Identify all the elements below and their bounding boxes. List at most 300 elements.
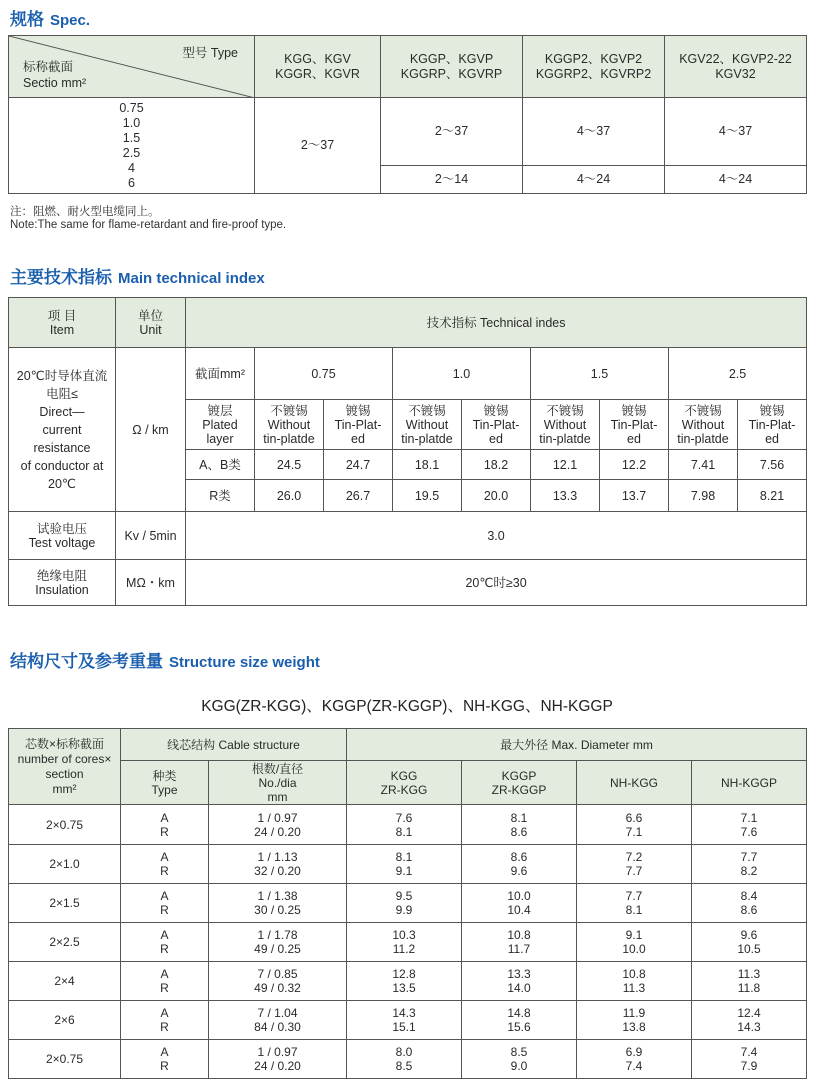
kgg-cell-value: 8.5 <box>395 1059 413 1073</box>
type-cell <box>121 962 209 1001</box>
nh-kggp-cell-value: 14.3 <box>737 1020 761 1034</box>
resistance-value: 24.7 <box>324 450 393 480</box>
nh-kggp-cell-value: 7.6 <box>740 824 758 839</box>
row-class-label: A、B类 <box>186 450 255 480</box>
insulation-cn: 绝缘电阻 <box>36 568 87 583</box>
count-cell-value: 1 / 1.13 <box>257 850 298 864</box>
kgg-cell-value: 9.9 <box>395 903 413 917</box>
spec-col-1-line1: KGG、KGV <box>284 51 351 66</box>
type-cell <box>121 923 209 962</box>
type-cell-value: A <box>160 1045 169 1059</box>
kggp-cell-value: 10.4 <box>507 903 531 917</box>
count-cell <box>209 1001 347 1040</box>
kgg-cell <box>347 884 462 923</box>
without-line: tin-platde <box>539 431 591 446</box>
tin-line: ed <box>627 431 641 446</box>
tech-header-row <box>9 298 807 348</box>
kgg-cell-value: 11.2 <box>392 942 416 956</box>
tin-line: 镀锡 <box>483 403 509 418</box>
spec-col-3-line1: KGGP2、KGVP2 <box>544 51 643 66</box>
spec-header-row <box>9 36 807 98</box>
nh-kggp-cell-value: 7.9 <box>740 1059 758 1073</box>
resistance-label-line: 20℃时导体直流 <box>16 368 108 383</box>
count-cell <box>209 805 347 845</box>
type-cell-value: R <box>160 942 169 956</box>
tin-plated-cell <box>738 400 807 450</box>
nh-kggp-cell-value: 8.6 <box>740 903 758 917</box>
table-row <box>9 1040 807 1079</box>
test-voltage-value: 3.0 <box>186 512 807 560</box>
structure-title-en: Structure size weight <box>169 654 320 671</box>
col-line: ZR-KGGP <box>491 782 547 797</box>
type-cell-value: R <box>160 864 169 878</box>
tin-plated-cell <box>324 400 393 450</box>
count-cell-value: 1 / 1.38 <box>257 889 298 903</box>
spec-cell: 2～14 <box>381 166 523 194</box>
kgg-cell-value: 8.0 <box>395 1045 413 1059</box>
kggp-header <box>462 761 577 805</box>
nh-kgg-cell-value: 7.7 <box>625 864 643 878</box>
size-cell: 2×0.75 <box>9 805 121 845</box>
without-tin-cell <box>393 400 462 450</box>
section-value: 1.0 <box>393 348 531 400</box>
nh-kggp-cell-value: 10.5 <box>737 942 761 956</box>
spec-section-value: 4 <box>128 160 135 175</box>
resistance-value: 18.2 <box>462 450 531 480</box>
spec-section-label-cn: 标称截面 <box>23 60 74 74</box>
count-cell-value: 49 / 0.32 <box>254 981 301 995</box>
type-cell-value: A <box>160 967 169 981</box>
spec-sections-cell <box>9 98 255 194</box>
kgg-cell <box>347 923 462 962</box>
resistance-value: 26.7 <box>324 480 393 512</box>
spec-cell: 4～24 <box>665 166 807 194</box>
kggp-cell <box>462 845 577 884</box>
spec-col-2-line1: KGGP、KGVP <box>409 51 494 66</box>
nh-kgg-cell <box>577 805 692 845</box>
nh-kgg-cell-value: 10.8 <box>622 967 646 981</box>
kgg-cell-value: 9.1 <box>395 864 413 878</box>
spec-note <box>10 204 286 232</box>
tech-unit-en: Unit <box>139 322 162 337</box>
resistance-value: 24.5 <box>255 450 324 480</box>
resistance-label-line: Direct— <box>39 404 85 419</box>
nh-kgg-cell <box>577 962 692 1001</box>
section-label: 截面mm² <box>186 348 255 400</box>
tin-plated-cell <box>600 400 669 450</box>
kgg-cell-value: 13.5 <box>392 981 416 995</box>
count-cell <box>209 923 347 962</box>
tin-line: Tin-Plat- <box>334 417 382 432</box>
kgg-cell-value: 14.3 <box>392 1006 416 1020</box>
without-line: Without <box>543 417 587 432</box>
insulation-label <box>9 560 116 606</box>
kggp-cell-value: 9.0 <box>510 1059 528 1073</box>
spec-col-header <box>665 36 807 98</box>
type-cell-value: R <box>160 1020 169 1034</box>
resistance-unit: Ω / km <box>116 348 186 512</box>
count-line: 根数/直径 <box>251 761 304 776</box>
nh-kgg-cell-value: 7.1 <box>625 824 643 839</box>
kgg-cell <box>347 805 462 845</box>
nh-kgg-cell <box>577 845 692 884</box>
count-cell-value: 24 / 0.20 <box>254 1059 301 1073</box>
row-class-label: R类 <box>186 480 255 512</box>
tin-line: 镀锡 <box>759 403 785 418</box>
structure-body <box>9 805 807 1079</box>
spec-section-value: 6 <box>128 175 135 190</box>
spec-title-cn: 规格 <box>10 10 44 30</box>
without-tin-cell <box>669 400 738 450</box>
test-voltage-en: Test voltage <box>28 535 96 550</box>
spec-note-cn: 注：阻燃、耐火型电缆同上。 <box>10 204 160 218</box>
kggp-cell-value: 10.8 <box>507 928 531 942</box>
tech-item-en: Item <box>49 322 75 337</box>
cores-line: number of cores× <box>17 751 112 766</box>
kgg-header <box>347 761 462 805</box>
count-line: No./dia <box>258 775 297 790</box>
tech-section-title <box>10 262 265 290</box>
count-cell <box>209 1040 347 1079</box>
nh-kgg-header: NH-KGG <box>577 761 692 805</box>
without-line: 不镀锡 <box>408 403 446 418</box>
count-cell-value: 1 / 0.97 <box>257 810 298 825</box>
tin-plated-cell <box>462 400 531 450</box>
section-value: 2.5 <box>669 348 807 400</box>
test-voltage-cn: 试验电压 <box>36 521 87 536</box>
cores-line: mm² <box>52 781 77 796</box>
without-line: Without <box>405 417 449 432</box>
kgg-cell-value: 12.8 <box>392 967 416 981</box>
spec-model-label: 型号 Type <box>182 46 238 60</box>
col-line: ZR-KGG <box>380 782 428 797</box>
nh-kgg-cell-value: 10.0 <box>622 942 646 956</box>
nh-kgg-cell-value: 6.9 <box>625 1045 643 1059</box>
structure-section-title <box>10 646 320 674</box>
kggp-cell-value: 9.6 <box>510 864 528 878</box>
nh-kggp-cell <box>692 845 807 884</box>
spec-col-header <box>523 36 665 98</box>
tech-title-cn: 主要技术指标 <box>10 268 112 288</box>
count-cell-value: 32 / 0.20 <box>254 864 301 878</box>
resistance-value: 8.21 <box>738 480 807 512</box>
kggp-cell <box>462 884 577 923</box>
insulation-en: Insulation <box>35 582 89 597</box>
tin-line: ed <box>351 431 365 446</box>
tin-line: 镀锡 <box>621 403 647 418</box>
spec-section-label <box>23 59 86 91</box>
nh-kgg-cell-value: 9.1 <box>625 928 643 942</box>
kggp-cell <box>462 1040 577 1079</box>
nh-kggp-cell-value: 7.4 <box>740 1045 758 1059</box>
kggp-cell-value: 8.6 <box>510 824 528 839</box>
spec-table <box>8 35 807 194</box>
tin-line: Tin-Plat- <box>748 417 796 432</box>
spec-section-value: 2.5 <box>122 145 141 160</box>
spec-section-value: 0.75 <box>119 100 144 115</box>
table-row <box>9 923 807 962</box>
spec-section-title <box>10 4 90 32</box>
count-cell-value: 7 / 1.04 <box>257 1006 298 1020</box>
count-cell-value: 1 / 1.78 <box>257 928 298 942</box>
nh-kggp-cell-value: 11.3 <box>737 967 761 981</box>
without-line: 不镀锡 <box>684 403 722 418</box>
resistance-label-line: of conductor at <box>20 458 104 473</box>
resistance-value: 12.2 <box>600 450 669 480</box>
max-diameter-header: 最大外径 Max. Diameter mm <box>347 729 807 761</box>
nh-kggp-cell-value: 7.7 <box>740 850 758 864</box>
size-cell: 2×1.5 <box>9 884 121 923</box>
tech-item-cn: 项 目 <box>47 308 77 323</box>
resistance-value: 19.5 <box>393 480 462 512</box>
structure-subtitle: KGG(ZR-KGG)、KGGP(ZR-KGGP)、NH-KGG、NH-KGGP <box>201 698 613 715</box>
tech-table <box>8 297 807 606</box>
tin-line: Tin-Plat- <box>472 417 520 432</box>
resistance-value: 7.41 <box>669 450 738 480</box>
kggp-cell-value: 8.5 <box>510 1045 528 1059</box>
nh-kgg-cell-value: 6.6 <box>625 810 643 825</box>
count-cell <box>209 884 347 923</box>
kgg-cell-value: 9.5 <box>395 889 413 903</box>
resistance-value: 26.0 <box>255 480 324 512</box>
table-row <box>9 845 807 884</box>
resistance-label-line: 20℃ <box>48 476 76 491</box>
spec-cell: 2～37 <box>255 98 381 194</box>
section-value: 0.75 <box>255 348 393 400</box>
spec-diagonal-header <box>9 36 255 98</box>
resistance-value: 13.3 <box>531 480 600 512</box>
type-cell-value: A <box>160 850 169 864</box>
type-cell-value: A <box>160 889 169 903</box>
spec-title-en: Spec. <box>50 12 91 29</box>
type-cell <box>121 845 209 884</box>
nh-kgg-cell-value: 11.9 <box>622 1006 646 1020</box>
kggp-cell-value: 14.0 <box>507 981 531 995</box>
tech-indes-header: 技术指标 Technical indes <box>186 298 807 348</box>
tin-line: 镀锡 <box>345 403 371 418</box>
test-voltage-label <box>9 512 116 560</box>
count-cell-value: 49 / 0.25 <box>254 942 301 956</box>
nh-kggp-cell-value: 8.4 <box>740 889 758 903</box>
table-row <box>9 884 807 923</box>
tech-unit-cn: 单位 <box>137 308 163 323</box>
kgg-cell <box>347 962 462 1001</box>
count-line: mm <box>267 789 288 804</box>
spec-cell: 4～37 <box>665 98 807 166</box>
resistance-label <box>9 348 116 512</box>
nh-kgg-cell <box>577 1040 692 1079</box>
tech-voltage-row <box>9 512 807 560</box>
table-row <box>9 805 807 845</box>
type-cell-value: R <box>160 824 169 839</box>
tech-unit-header <box>116 298 186 348</box>
nh-kgg-cell-value: 7.4 <box>625 1059 643 1073</box>
without-line: tin-platde <box>677 431 729 446</box>
nh-kggp-header: NH-KGGP <box>692 761 807 805</box>
spec-section-value: 1.5 <box>122 130 141 145</box>
count-cell <box>209 845 347 884</box>
spec-section-value: 1.0 <box>122 115 141 130</box>
count-dia-header <box>209 761 347 805</box>
type-cell <box>121 884 209 923</box>
cores-line: 芯数×标称截面 <box>24 736 104 751</box>
type-cell-value: R <box>160 1059 169 1073</box>
type-en: Type <box>151 782 178 797</box>
spec-col-2-line2: KGGRP、KGVRP <box>400 66 503 81</box>
kgg-cell-value: 8.1 <box>395 824 413 839</box>
spec-cell: 4～24 <box>523 166 665 194</box>
cable-structure-header: 线芯结构 Cable structure <box>121 729 347 761</box>
without-tin-cell <box>255 400 324 450</box>
without-line: Without <box>267 417 311 432</box>
spec-row-a <box>9 98 807 166</box>
kggp-cell-value: 8.6 <box>510 850 528 864</box>
resistance-label-line: current <box>42 422 82 437</box>
nh-kggp-cell <box>692 1040 807 1079</box>
kggp-cell-value: 8.1 <box>510 810 528 825</box>
type-cell <box>121 1001 209 1040</box>
cores-line: section <box>45 766 84 781</box>
kggp-cell-value: 11.7 <box>507 942 531 956</box>
kggp-cell <box>462 962 577 1001</box>
insulation-value: 20℃时≥30 <box>186 560 807 606</box>
cores-header <box>9 729 121 805</box>
type-cell <box>121 1040 209 1079</box>
col-line: KGGP <box>501 768 537 783</box>
count-cell-value: 30 / 0.25 <box>254 903 301 917</box>
nh-kggp-cell <box>692 884 807 923</box>
kggp-cell <box>462 1001 577 1040</box>
spec-col-3-line2: KGGRP2、KGVRP2 <box>535 66 652 81</box>
without-tin-cell <box>531 400 600 450</box>
type-cell-value: R <box>160 903 169 917</box>
tech-section-row <box>9 348 807 400</box>
test-voltage-unit: Kv / 5min <box>116 512 186 560</box>
plated-label-en: Plated layer <box>202 417 238 446</box>
nh-kggp-cell-value: 11.8 <box>737 981 761 995</box>
nh-kggp-cell <box>692 805 807 845</box>
count-cell-value: 1 / 0.97 <box>257 1045 298 1059</box>
resistance-value: 13.7 <box>600 480 669 512</box>
kgg-cell-value: 15.1 <box>392 1020 416 1034</box>
size-cell: 2×4 <box>9 962 121 1001</box>
type-header <box>121 761 209 805</box>
spec-col-header <box>255 36 381 98</box>
nh-kgg-cell <box>577 1001 692 1040</box>
structure-header-row-2 <box>9 761 807 805</box>
tin-line: Tin-Plat- <box>610 417 658 432</box>
nh-kgg-cell-value: 11.3 <box>622 981 646 995</box>
spec-col-4-line2: KGV32 <box>715 66 756 81</box>
kgg-cell <box>347 845 462 884</box>
nh-kgg-cell-value: 7.7 <box>625 889 643 903</box>
kggp-cell-value: 13.3 <box>507 967 531 981</box>
tech-title-en: Main technical index <box>118 270 265 287</box>
spec-cell: 4～37 <box>523 98 665 166</box>
nh-kgg-cell <box>577 923 692 962</box>
size-cell: 2×0.75 <box>9 1040 121 1079</box>
spec-note-en: Note:The same for flame-retardant and fire-proof type. <box>10 219 287 231</box>
resistance-value: 7.98 <box>669 480 738 512</box>
type-cell-value: A <box>160 1006 169 1020</box>
count-cell <box>209 962 347 1001</box>
without-line: Without <box>681 417 725 432</box>
spec-col-1-line2: KGGR、KGVR <box>275 66 360 81</box>
kggp-cell <box>462 805 577 845</box>
tin-line: ed <box>489 431 503 446</box>
tin-line: ed <box>765 431 779 446</box>
resistance-value: 7.56 <box>738 450 807 480</box>
resistance-value: 12.1 <box>531 450 600 480</box>
structure-title-cn: 结构尺寸及参考重量 <box>10 652 163 672</box>
without-line: 不镀锡 <box>270 403 308 418</box>
resistance-label-line: 电阻≤ <box>46 386 78 401</box>
nh-kggp-cell-value: 8.2 <box>740 864 758 878</box>
structure-header-row-1 <box>9 729 807 761</box>
kggp-cell-value: 10.0 <box>507 889 531 903</box>
resistance-label-line: resistance <box>33 440 91 455</box>
kgg-cell <box>347 1040 462 1079</box>
table-row <box>9 1001 807 1040</box>
nh-kgg-cell-value: 7.2 <box>625 850 643 864</box>
size-cell: 2×1.0 <box>9 845 121 884</box>
without-line: 不镀锡 <box>546 403 584 418</box>
nh-kggp-cell-value: 12.4 <box>737 1006 761 1020</box>
tech-insulation-row <box>9 560 807 606</box>
section-value: 1.5 <box>531 348 669 400</box>
nh-kggp-cell <box>692 1001 807 1040</box>
kgg-cell-value: 10.3 <box>392 928 416 942</box>
nh-kggp-cell <box>692 923 807 962</box>
col-line: KGG <box>390 768 418 783</box>
type-cell-value: A <box>160 810 169 825</box>
without-line: tin-platde <box>401 431 453 446</box>
nh-kgg-cell-value: 13.8 <box>622 1020 646 1034</box>
table-row <box>9 962 807 1001</box>
spec-col-header <box>381 36 523 98</box>
without-line: tin-platde <box>263 431 315 446</box>
nh-kgg-cell <box>577 884 692 923</box>
kggp-cell-value: 14.8 <box>507 1006 531 1020</box>
structure-table <box>8 728 807 1079</box>
kggp-cell-value: 15.6 <box>507 1020 531 1034</box>
size-cell: 2×2.5 <box>9 923 121 962</box>
type-cn: 种类 <box>152 768 177 783</box>
tech-item-header <box>9 298 116 348</box>
kgg-cell <box>347 1001 462 1040</box>
count-cell-value: 84 / 0.30 <box>254 1020 301 1034</box>
nh-kggp-cell-value: 7.1 <box>740 810 758 825</box>
plated-layer-label <box>186 400 255 450</box>
nh-kggp-cell <box>692 962 807 1001</box>
resistance-value: 20.0 <box>462 480 531 512</box>
spec-section-label-en: Sectio mm² <box>23 76 87 90</box>
insulation-unit: MΩ・km <box>116 560 186 606</box>
spec-cell: 2～37 <box>381 98 523 166</box>
resistance-value: 18.1 <box>393 450 462 480</box>
type-cell-value: R <box>160 981 169 995</box>
plated-label-cn: 镀层 <box>207 403 233 418</box>
kgg-cell-value: 8.1 <box>395 850 413 864</box>
kggp-cell <box>462 923 577 962</box>
type-cell <box>121 805 209 845</box>
nh-kggp-cell-value: 9.6 <box>740 928 758 942</box>
type-cell-value: A <box>160 928 169 942</box>
size-cell: 2×6 <box>9 1001 121 1040</box>
kgg-cell-value: 7.6 <box>395 810 413 825</box>
spec-col-4-line1: KGV22、KGVP2-22 <box>679 51 792 66</box>
nh-kgg-cell-value: 8.1 <box>625 903 643 917</box>
